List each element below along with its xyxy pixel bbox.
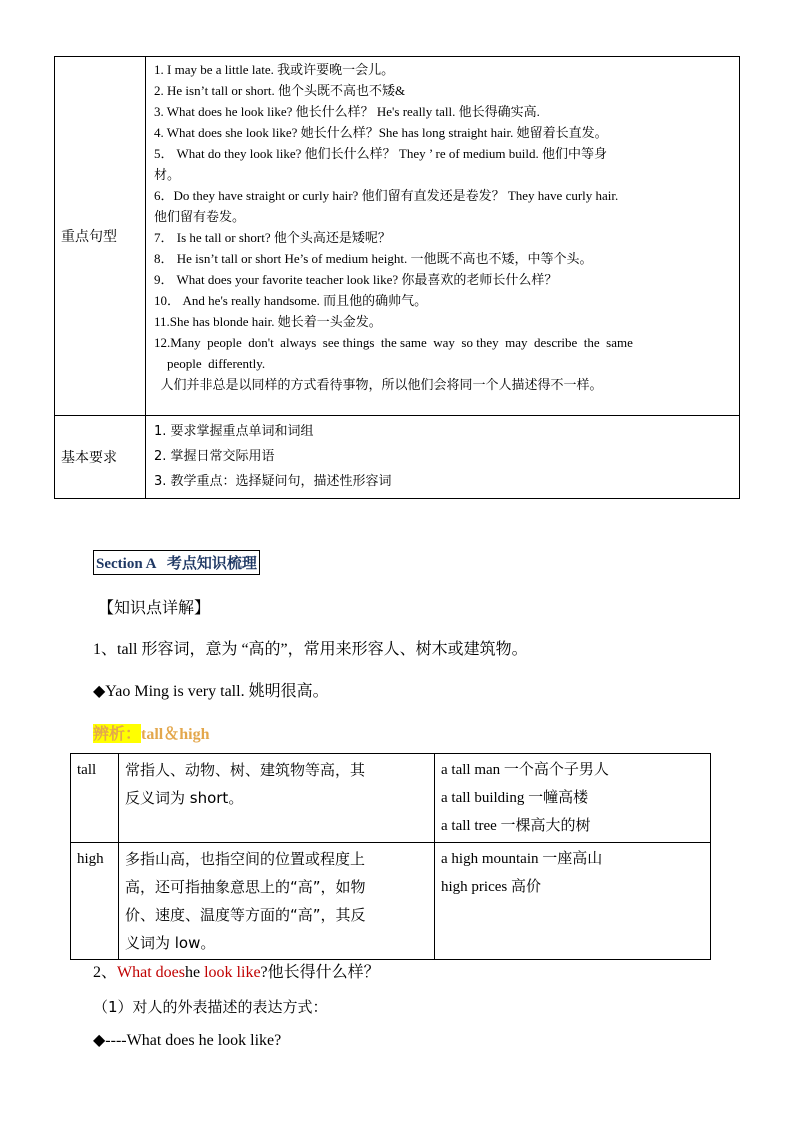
sub-point-1: （1）对人的外表描述的表达方式： (93, 998, 328, 1016)
bianxi-label: 辨析： (93, 724, 142, 743)
examples-cell (435, 843, 711, 960)
description-line: 反义词为 short。 (125, 789, 244, 807)
example-line: a tall man 一个高个子男人 (441, 762, 609, 778)
example-line: a tall tree 一棵高大的树 (441, 818, 591, 834)
description-line: 价、速度、温度等方面的“高”，其反 (125, 906, 366, 924)
requirement-line: 1. 要求掌握重点单词和词组 (154, 424, 314, 439)
key-sentences-row (55, 57, 740, 416)
point-2-look-like: look like (200, 964, 261, 981)
description-line: 常指人、动物、树、建筑物等高，其 (125, 761, 366, 779)
sentence-line: 材。 (154, 167, 181, 182)
description-line: 义词为 low。 (125, 934, 216, 952)
point-2-he: he (185, 964, 201, 981)
sentence-line: 6．Do they have straight or curly hair? 他们留有直发还是卷发？ They have curly hair. (154, 188, 619, 203)
example-line: a tall building 一幢高楼 (441, 790, 589, 806)
sentence-line: 8． He isn’t tall or short He’s of medium height. 一他既不高也不矮，中等个头。 (154, 251, 593, 266)
sentence-line: 7． Is he tall or short? 他个头高还是矮呢？ (154, 230, 391, 245)
row-label-key-sentences: 重点句型 (55, 57, 146, 416)
row-label-requirements: 基本要求 (55, 416, 146, 499)
table-row (71, 843, 711, 960)
description-line: 高，还可指抽象意思上的“高”，如物 (125, 878, 366, 896)
requirement-line: 3. 教学重点：选择疑问句，描述性形容词 (154, 474, 392, 489)
word-cell: high (71, 843, 119, 960)
example-line: high prices 高价 (441, 879, 541, 895)
sentence-line: 2. He isn’t tall or short. 他个头既不高也不矮& (154, 83, 406, 98)
table-row (71, 754, 711, 843)
sentence-line: 人们并非总是以同样的方式看待事物，所以他们会将同一个人描述得不一样。 (154, 377, 603, 392)
sentence-line: 4. What does she look like? 她长什么样？She has long straight hair. 她留着长直发。 (154, 125, 608, 140)
knowledge-heading: 【知识点详解】 (98, 598, 211, 617)
key-sentences-cell (146, 57, 740, 416)
key-sentences-table (54, 56, 740, 499)
bianxi-line (93, 723, 209, 746)
sentence-line: 12.Many people don't always see things the same way so they may describe the same (154, 335, 633, 350)
point-1: 1、tall 形容词，意为 “高的”，常用来形容人、树木或建筑物。 (93, 641, 528, 658)
section-title-zh: 考点知识梳理 (156, 554, 257, 572)
example-2: ◆----What does he look like? (93, 1032, 282, 1049)
description-cell (119, 754, 435, 843)
sentence-line: 9． What does your favorite teacher look like? 你最喜欢的老师长什么样？ (154, 272, 558, 287)
sentence-line: 5． What do they look like? 他们长什么样？ They ’ re of medium build. 他们中等身 (154, 146, 608, 161)
point-2-what-does: What does (117, 964, 185, 981)
requirement-line: 2. 掌握日常交际用语 (154, 449, 275, 464)
point-2 (93, 962, 380, 984)
description-cell (119, 843, 435, 960)
point-2-meaning: ?他长得什么样？ (260, 964, 380, 981)
section-title-en: Section A (96, 556, 157, 572)
point-2-number: 2、 (93, 964, 118, 981)
bianxi-topic: tall＆high (141, 726, 210, 743)
section-heading (93, 550, 260, 575)
example-1: ◆Yao Ming is very tall. 姚明很高。 (93, 683, 329, 700)
example-line: a high mountain 一座高山 (441, 851, 603, 867)
sentence-line: 10． And he's really handsome. 而且他的确帅气。 (154, 293, 428, 308)
sentence-line: 11.She has blonde hair. 她长着一头金发。 (154, 314, 382, 329)
examples-cell (435, 754, 711, 843)
sentence-line: 3. What does he look like? 他长什么样？ He's really tall. 他长得确实高. (154, 104, 540, 119)
tall-high-comparison-table (70, 753, 711, 960)
sentence-line: 1. I may be a little late. 我或许要晚一会儿。 (154, 62, 395, 77)
sentence-line: 他们留有卷发。 (154, 209, 246, 224)
requirements-row (55, 416, 740, 499)
description-line: 多指山高，也指空间的位置或程度上 (125, 850, 366, 868)
sentence-line: people differently. (154, 356, 266, 371)
word-cell: tall (71, 754, 119, 843)
requirements-cell (146, 416, 740, 499)
